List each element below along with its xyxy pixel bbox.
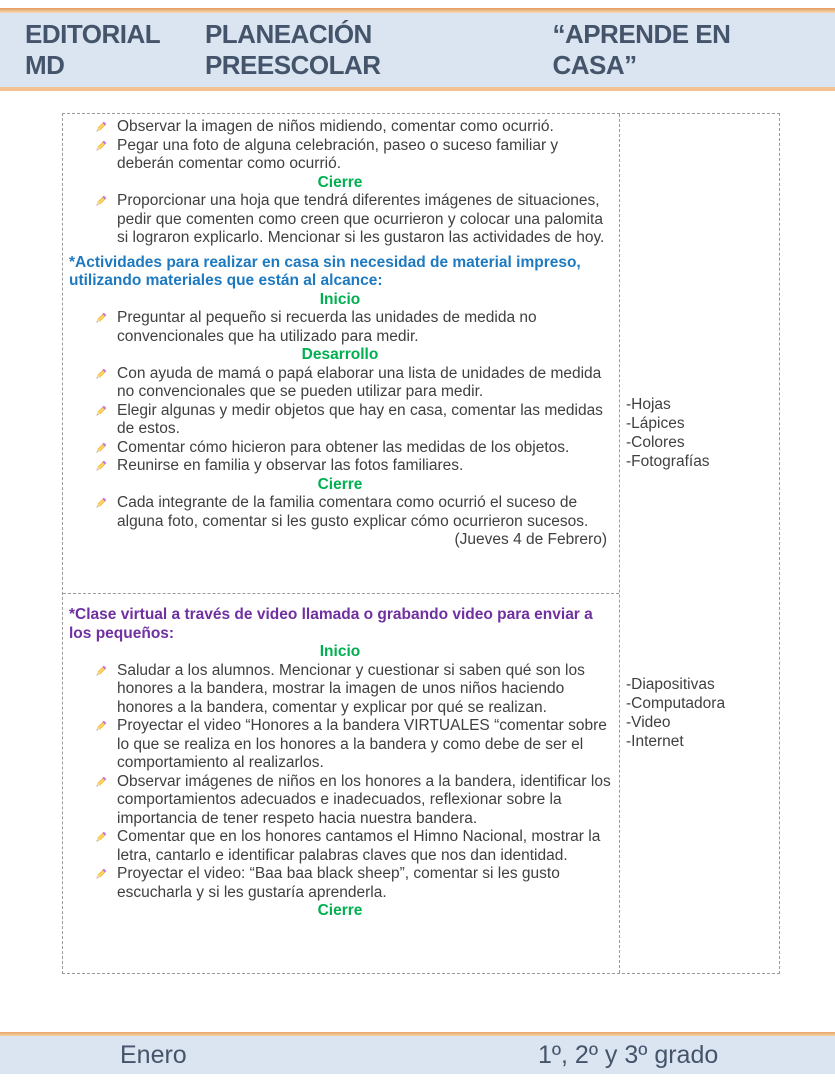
virtual-class-title: *Clase virtual a través de video llamada o grabando video para enviar a los pequeños: <box>69 606 593 642</box>
activity-item <box>93 439 611 458</box>
pencil-icon <box>93 402 108 419</box>
program-title: “APRENDE EN CASA” <box>552 19 731 80</box>
activity-text: Pegar una foto de alguna celebración, paseo o suceso familiar y deberán comentar como ocurrió. <box>117 136 559 172</box>
material-item: -Colores <box>626 434 685 451</box>
activity-text: Cada integrante de la familia comentara como ocurrió el suceso de alguna foto, comentar si les gusto explicar cómo ocurrieron sucesos. <box>117 494 589 530</box>
activity-list <box>69 662 611 903</box>
activity-item <box>93 717 611 773</box>
stage-label-inicio: Inicio <box>319 643 361 660</box>
pencil-icon <box>93 457 108 474</box>
activity-text: Comentar que en los honores cantamos el Himno Nacional, mostrar la letra, cantarlo e identificar palabras claves que nos dan identidad. <box>117 828 601 864</box>
plan-table <box>62 113 780 974</box>
material-item: -Diapositivas <box>626 676 715 693</box>
footer-banner <box>0 1036 835 1074</box>
pencil-icon <box>93 717 108 734</box>
pencil-icon <box>93 865 108 882</box>
activity-list <box>69 309 611 346</box>
home-activities-title: *Actividades para realizar en casa sin necesidad de material impreso, utilizando materiales que están al alcance: <box>69 253 581 289</box>
material-item: -Video <box>626 714 671 731</box>
activity-list <box>69 365 611 476</box>
document-title: PLANEACIÓN PREESCOLAR <box>204 19 381 80</box>
materials-list-1 <box>626 395 710 471</box>
activity-item <box>93 365 611 402</box>
activity-item <box>93 494 611 531</box>
stage-label-cierre: Cierre <box>317 173 363 191</box>
activity-item <box>93 662 611 718</box>
pencil-icon <box>93 118 108 135</box>
stage-label-inicio: Inicio <box>319 290 361 308</box>
pencil-icon <box>93 137 108 154</box>
activity-item <box>93 118 611 137</box>
pencil-icon <box>93 773 108 790</box>
activity-text: Proporcionar una hoja que tendrá diferentes imágenes de situaciones, pedir que comenten como creen que ocurrieron y colocar una palomita si lograron explicarlo. Mencionar si les gustaron las actividades de hoy. <box>117 192 605 246</box>
activities-column <box>63 114 620 973</box>
activity-text: Observar imágenes de niños en los honores a la bandera, identificar los comportamientos adecuados e inadecuados, reflexionar sobre la importancia de tener respeto hacia nuestra bandera. <box>117 772 611 827</box>
material-item: -Fotografías <box>626 453 710 470</box>
material-item: -Lápices <box>626 415 685 432</box>
activity-item <box>93 773 611 829</box>
activity-text: Elegir algunas y medir objetos que hay en casa, comentar las medidas de estos. <box>117 401 603 437</box>
activities-cell-day1 <box>63 114 619 594</box>
activity-text: Observar la imagen de niños midiendo, comentar como ocurrió. <box>117 118 554 135</box>
pencil-icon <box>93 439 108 456</box>
footer-month: Enero <box>120 1041 187 1069</box>
pencil-icon <box>93 365 108 382</box>
activity-text: Comentar cómo hicieron para obtener las medidas de los objetos. <box>117 438 570 456</box>
activity-item <box>93 865 611 902</box>
activity-item <box>93 137 611 174</box>
material-item: -Hojas <box>626 396 671 413</box>
activity-list <box>69 192 611 248</box>
stage-label-desarrollo: Desarrollo <box>301 346 379 363</box>
activity-text: Preguntar al pequeño si recuerda las unidades de medida no convencionales que ha utilizado para medir. <box>117 309 537 345</box>
materials-list-2 <box>626 675 725 751</box>
activity-list <box>69 494 611 531</box>
activity-item <box>93 192 611 248</box>
stage-label-cierre: Cierre <box>317 475 363 493</box>
pencil-icon <box>93 494 108 511</box>
activity-text: Proyectar el video “Honores a la bandera VIRTUALES “comentar sobre lo que se realiza en los honores a la bandera y como debe de ser el comportamiento al realizarlos. <box>117 717 607 771</box>
pencil-icon <box>93 309 108 326</box>
brand-title: EDITORIAL MD <box>25 19 160 80</box>
activity-text: Reunirse en familia y observar las fotos familiares. <box>117 457 464 474</box>
activity-text: Con ayuda de mamá o papá elaborar una lista de unidades de medida no convencionales que se pueden utilizar para medir. <box>117 364 602 400</box>
material-item: -Internet <box>626 733 684 750</box>
activity-text: Proyectar el video: “Baa baa black sheep”, comentar si les gusto escucharla y si les gustaría aprenderla. <box>117 865 560 901</box>
material-item: -Computadora <box>626 695 726 712</box>
activity-list <box>69 118 611 174</box>
activity-item <box>93 309 611 346</box>
pencil-icon <box>93 828 108 845</box>
activity-item <box>93 402 611 439</box>
pencil-icon <box>93 192 108 209</box>
date-note: (Jueves 4 de Febrero) <box>454 531 607 548</box>
stage-label-cierre: Cierre <box>317 902 363 919</box>
activity-item <box>93 828 611 865</box>
pencil-icon <box>93 662 108 679</box>
footer-grades: 1º, 2º y 3º grado <box>538 1041 719 1069</box>
activity-text: Saludar a los alumnos. Mencionar y cuestionar si saben qué son los honores a la bandera, mostrar la imagen de unos niños haciendo honores a la bandera, comentar y explicar por qué se realizan. <box>117 661 585 716</box>
header-banner <box>0 13 835 91</box>
activity-item <box>93 457 611 476</box>
materials-column <box>620 114 779 973</box>
activities-cell-day2 <box>63 594 619 973</box>
